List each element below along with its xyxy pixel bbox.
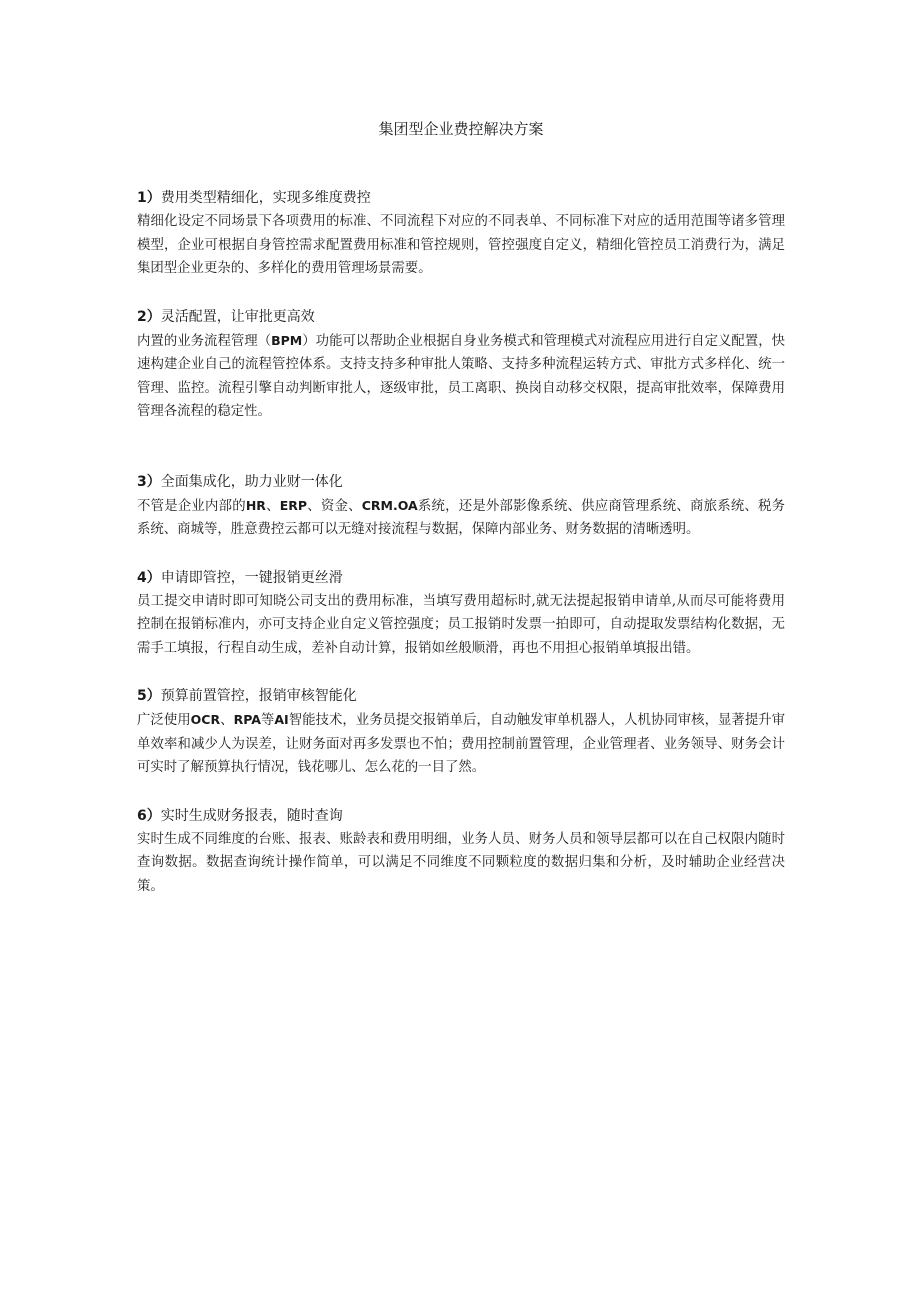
section-heading [137, 470, 785, 494]
section-number: 1） [137, 190, 161, 206]
section-heading [137, 186, 785, 210]
term-rpa: RPA [233, 712, 261, 727]
section-heading-text: 实时生成财务报表，随时查询 [160, 807, 343, 824]
section-body [137, 329, 785, 424]
body-text: 、资金、 [307, 498, 362, 514]
section-heading-text: 费用类型精细化，实现多维度费控 [160, 190, 371, 206]
section-4 [137, 566, 785, 661]
section-heading [137, 305, 785, 329]
document-title: 集团型企业费控解决方案 [378, 120, 544, 138]
section-number: 5） [137, 688, 161, 704]
section-body: 精细化设定不同场景下各项费用的标准、不同流程下对应的不同表单、不同标准下对应的适用范围等诸多管理模型，企业可根据自身管控需求配置费用标准和管控规则，管控强度自定义，精细化管控员工消费行为，满足集团型企业更杂的、多样化的费用管理场景需要。 [137, 214, 785, 276]
term-ai: AI [274, 712, 289, 727]
section-heading-text: 全面集成化，助力业财一体化 [160, 473, 343, 490]
term-ocr: OCR [190, 712, 221, 727]
section-heading [137, 804, 785, 828]
term-hr: HR [245, 497, 266, 513]
section-body: 员工提交申请时即可知晓公司支出的费用标准，当填写费用超标时,就无法提起报销申请单,从而尽可能将费用控制在报销标准内，亦可支持企业自定义管控强度；员工报销时发票一拍即可，自动提取发票结构化数据，无需手工填报，行程自动生成，差补自动计算，报销如丝般顺滑，再也不用担心报销单填报出错。 [137, 593, 785, 656]
section-body [137, 494, 785, 542]
body-text: 内置的业务流程管理（ [137, 333, 272, 349]
body-text: 、 [220, 713, 234, 728]
document [137, 118, 785, 922]
section-number: 6） [137, 807, 161, 824]
body-text: 广泛使用 [137, 713, 191, 728]
section-number: 4） [137, 569, 161, 586]
section-heading [137, 566, 785, 590]
body-text: 智能技术，业务员提交报销单后，自动触发审单机器人，人机协同审核，显著提升审单效率和减少人为误差，让财务面对再多发票也不怕；费用控制前置管理，企业管理者、业务领导、财务会计可实时了解预算执行情况，钱花哪儿、怎么花的一目了然。 [137, 713, 786, 775]
section-body: 实时生成不同维度的台账、报表、账龄表和费用明细，业务人员、财务人员和领导层都可以在自己权限内随时查询数据。数据查询统计操作简单，可以满足不同维度不同颗粒度的数据归集和分析，及时辅助企业经营决策。 [137, 831, 785, 894]
section-1 [137, 186, 785, 281]
section-number: 3） [137, 473, 161, 490]
section-heading-text: 申请即管控，一键报销更丝滑 [160, 569, 343, 586]
term-bpm: BPM [271, 332, 303, 348]
body-text: ）功能可以帮助企业根据自身业务模式和管理模式对流程应用进行自定义配置，快速构建企业自己的流程管控体系。支持支持多种审批人策略、支持多种流程运转方式、审批方式多样化、统一管理、监控。流程引擎自动判断审批人，逐级审批，员工离职、换岗自动移交权限，提高审批效率，保障费用管理各流程的稳定性。 [137, 333, 786, 419]
body-text: 等 [260, 713, 275, 728]
section-number: 2） [137, 308, 161, 325]
section-body [137, 708, 785, 780]
section-3 [137, 470, 785, 542]
section-heading [137, 684, 785, 708]
section-6 [137, 804, 785, 899]
section-heading-text: 灵活配置，让审批更高效 [160, 308, 315, 325]
term-erp: ERP [279, 497, 308, 513]
section-heading-text: 预算前置管控，报销审核智能化 [160, 688, 357, 704]
section-5 [137, 684, 785, 780]
section-2 [137, 305, 785, 424]
body-text: 、 [265, 498, 280, 514]
body-text: 不管是企业内部的 [137, 498, 246, 514]
term-crm-oa: CRM.OA [361, 497, 418, 513]
body-text: 系统，还是外部影像系统、供应商管理系统、商旅系统、税务系统、商城等，胜意费控云都可以无缝对接流程与数据，保障内部业务、财务数据的清晰透明。 [137, 498, 786, 537]
